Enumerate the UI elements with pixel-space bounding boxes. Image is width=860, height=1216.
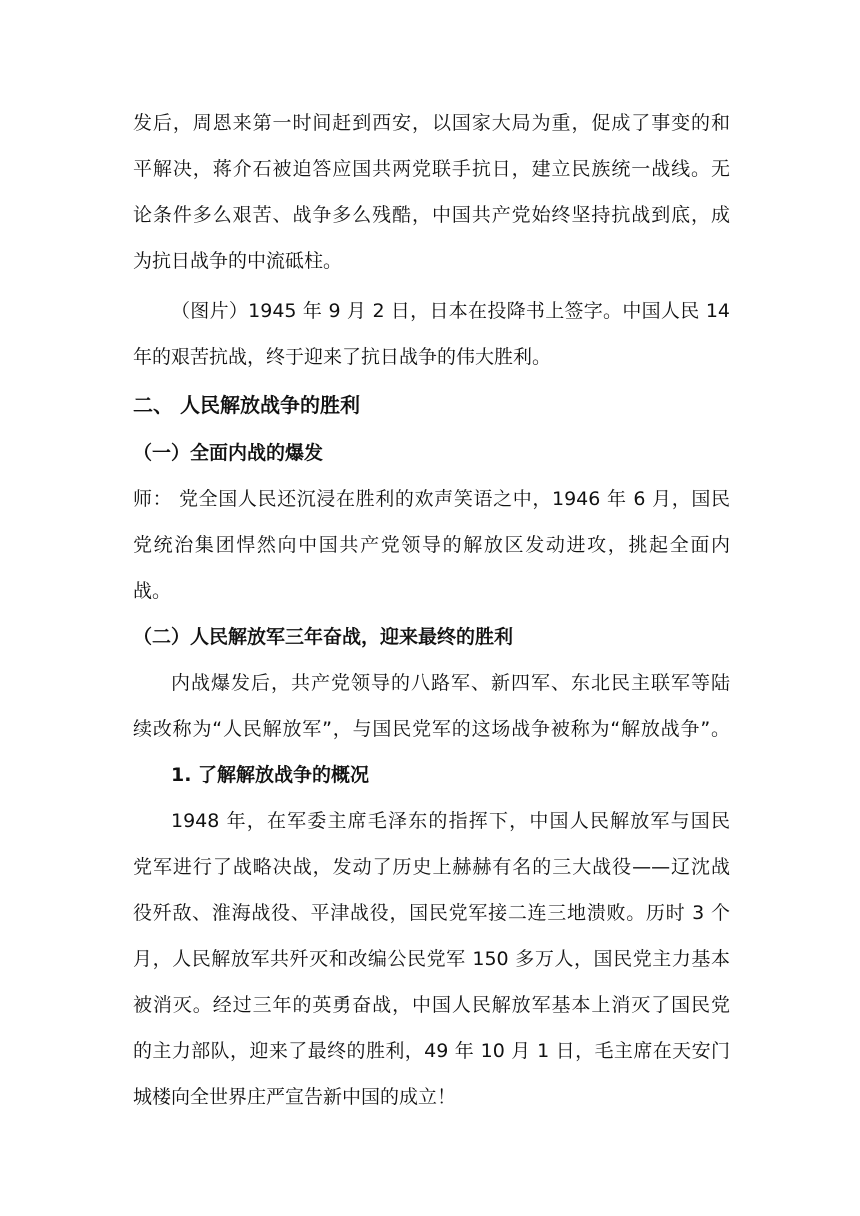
text-line: 被消灭。经过三年的英勇奋战，中国人民解放军基本上消灭了国民党 [133,994,730,1016]
text-line: 月，人民解放军共歼灭和改编公民党军 150 多万人，国民党主力基本 [133,948,730,970]
section-heading-liberation-war: 二、 人民解放战争的胜利 [133,393,360,417]
text-line: 1948 年，在军委主席毛泽东的指挥下，中国人民解放军与国民 [171,810,730,832]
text-line: 平解决，蒋介石被迫答应国共两党联手抗日，建立民族统一战线。无 [133,158,730,180]
document-page [133,100,730,1120]
text-line: 战。 [133,580,172,602]
text-line: 的主力部队，迎来了最终的胜利，49 年 10 月 1 日，毛主席在天安门 [133,1040,730,1062]
text-line: 发后，周恩来第一时间赶到西安，以国家大局为重，促成了事变的和 [133,112,730,134]
text-line: 年的艰苦抗战，终于迎来了抗日战争的伟大胜利。 [133,346,552,368]
text-line: 为抗日战争的中流砥柱。 [133,250,343,272]
subsection-heading-civil-war-outbreak: （一）全面内战的爆发 [133,442,324,464]
text-line: 论条件多么艰苦、战争多么残酷，中国共产党始终坚持抗战到底，成 [133,204,730,226]
paragraph-xian-incident [133,100,730,284]
paragraph-civil-war-outbreak [133,476,730,614]
item-heading-war-overview: 1. 了解解放战争的概况 [171,764,370,786]
subsection-heading-three-year-war: （二）人民解放军三年奋战，迎来最终的胜利 [133,626,514,648]
paragraph-surrender-photo [133,288,730,380]
text-line: 城楼向全世界庄严宣告新中国的成立！ [133,1086,457,1108]
text-line: 党军进行了战略决战，发动了历史上赫赫有名的三大战役——辽沈战 [133,856,730,878]
text-line: 党统治集团悍然向中国共产党领导的解放区发动进攻，挑起全面内 [133,534,730,556]
text-line: 役歼敌、淮海战役、平津战役，国民党军接二连三地溃败。历时 3 个 [133,902,730,924]
text-line: 内战爆发后，共产党领导的八路军、新四军、东北民主联军等陆 [171,672,730,694]
text-line: （图片）1945 年 9 月 2 日，日本在投降书上签字。中国人民 14 [171,300,730,322]
text-line: 师： 党全国人民还沉浸在胜利的欢声笑语之中，1946 年 6 月，国民 [133,488,730,510]
paragraph-three-campaigns [133,798,730,1120]
paragraph-pla-renaming [133,660,730,752]
text-line: 续改称为“人民解放军”，与国民党军的这场战争被称为“解放战争”。 [133,718,730,740]
